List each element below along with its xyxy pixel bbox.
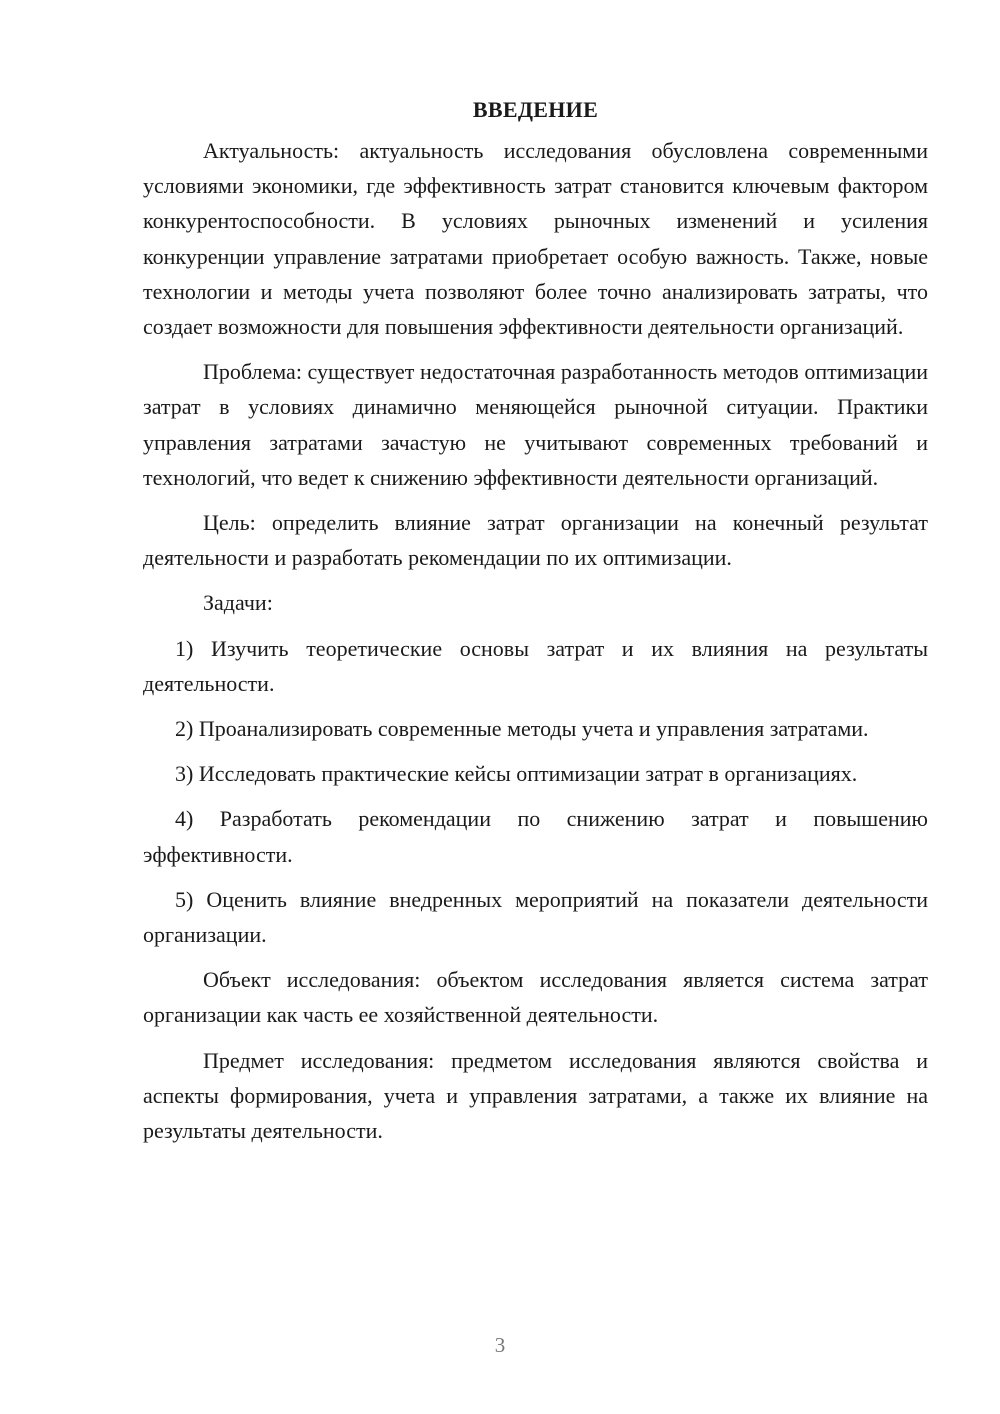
task-item-1: 1) Изучить теоретические основы затрат и их влияния на результаты деятельности. bbox=[143, 635, 928, 696]
task-item-5: 5) Оценить влияние внедренных мероприятий на показатели деятельности организации. bbox=[143, 886, 928, 948]
page-number: 3 bbox=[494, 1333, 506, 1357]
paragraph-subject: Предмет исследования: предметом исследования являются свойства и аспекты формирования, учета и управления затратами, а также их влияние на результаты деятельности. bbox=[143, 1047, 928, 1144]
paragraph-problem: Проблема: существует недостаточная разработанность методов оптимизации затрат в условиях динамично меняющейся рыночной ситуации. Практики управления затратами зачастую не учитывают современных требований и технологий, что ведет к снижению эффективности деятельности организаций. bbox=[143, 359, 928, 490]
paragraph-relevance: Актуальность: актуальность исследования обусловлена современными условиями экономики, где эффективность затрат становится ключевым фактором конкурентоспособности. В условиях рыночных изменений и усиления конкуренции управление затратами приобретает особую важность. Также, новые технологии и методы учета позволяют более точно анализировать затраты, что создает возможности для повышения эффективности деятельности организаций. bbox=[143, 138, 928, 340]
paragraph-goal: Цель: определить влияние затрат организации на конечный результат деятельности и разработать рекомендации по их оптимизации. bbox=[143, 510, 928, 571]
task-item-4: 4) Разработать рекомендации по снижению затрат и повышению эффективности. bbox=[143, 806, 928, 867]
document-page bbox=[143, 92, 928, 1148]
task-item-2: 2) Проанализировать современные методы учета и управления затратами. bbox=[175, 716, 869, 742]
task-item-3: 3) Исследовать практические кейсы оптимизации затрат в организациях. bbox=[175, 761, 858, 787]
paragraph-object: Объект исследования: объектом исследования является система затрат организации как часть ее хозяйственной деятельности. bbox=[143, 967, 928, 1028]
document-title: ВВЕДЕНИЕ bbox=[472, 97, 599, 122]
paragraph-tasks-heading: Задачи: bbox=[203, 590, 273, 616]
